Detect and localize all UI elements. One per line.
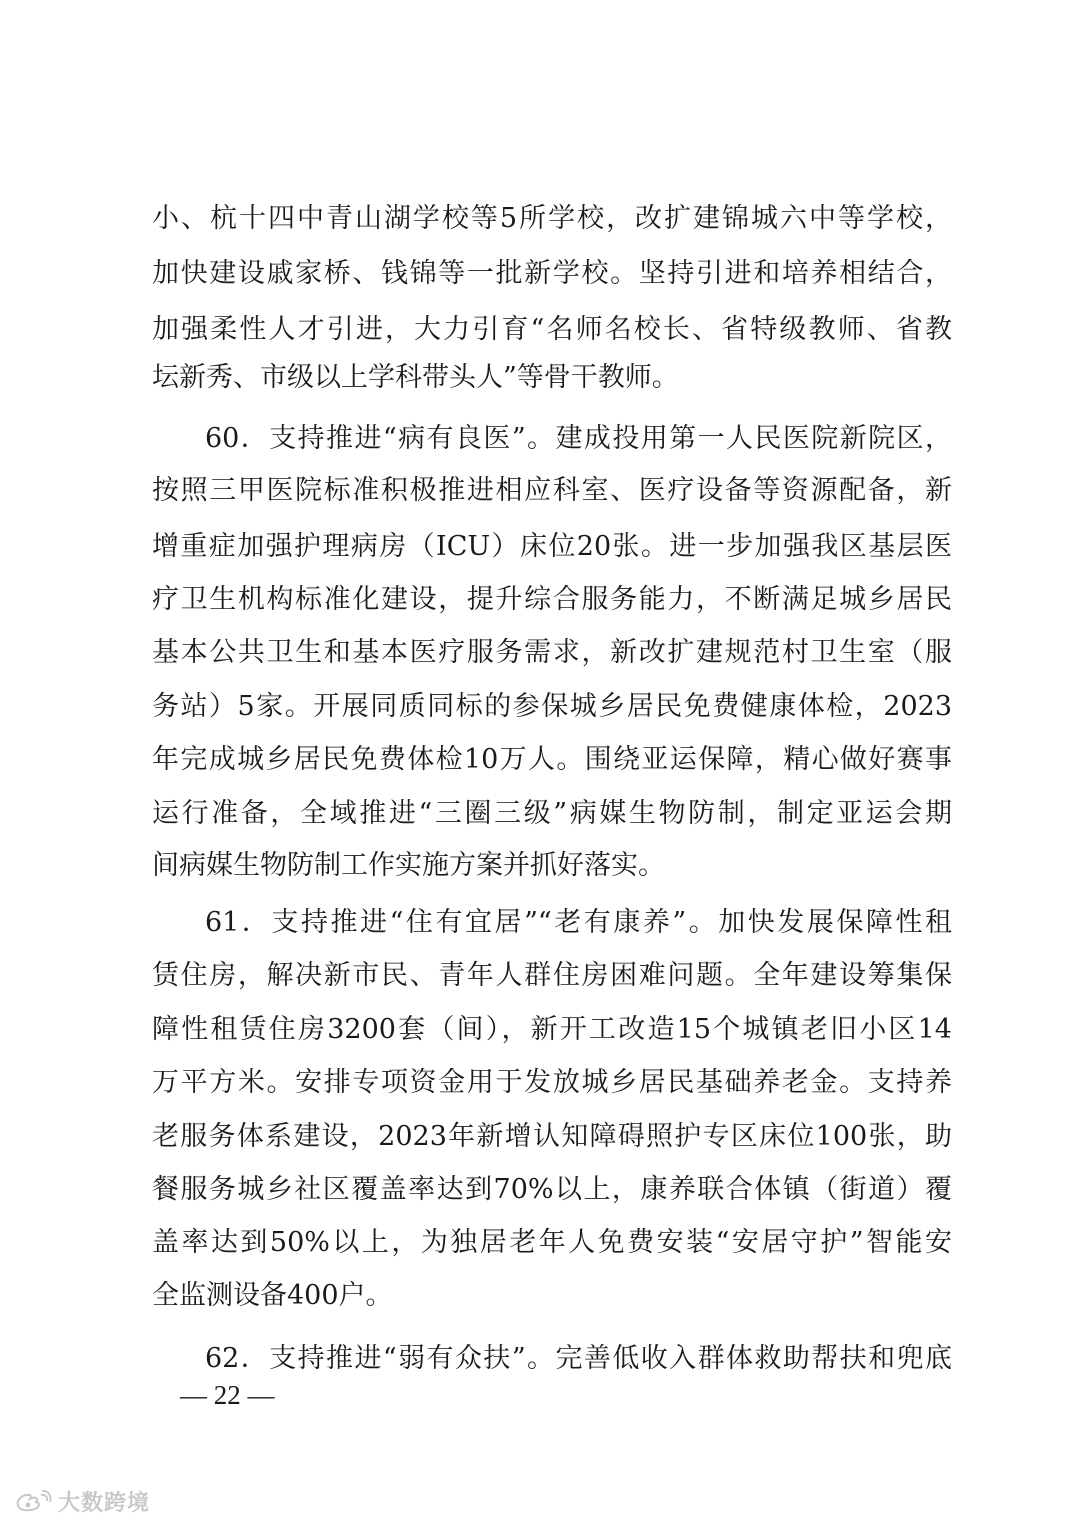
text-line-6: 按照三甲医院标准积极推进相应科室、医疗设备等资源配备，新 <box>152 475 952 506</box>
text-line-1: 小、杭十四中青山湖学校等5所学校，改扩建锦城六中等学校， <box>152 203 952 234</box>
text-line-18: 老服务体系建设，2023年新增认知障碍照护专区床位100张，助 <box>152 1121 952 1152</box>
paragraph-60-start: 60．支持推进“病有良医”。建成投用第一人民医院新院区， <box>205 423 952 454</box>
text-line-9: 基本公共卫生和基本医疗服务需求，新改扩建规范村卫生室（服 <box>152 637 952 668</box>
text-line-19: 餐服务城乡社区覆盖率达到70%以上，康养联合体镇（街道）覆 <box>152 1174 952 1205</box>
text-line-16: 障性租赁住房3200套（间），新开工改造15个城镇老旧小区14 <box>152 1014 952 1045</box>
page-number: — 22 — <box>180 1380 275 1410</box>
watermark <box>14 1484 150 1518</box>
weibo-logo-icon <box>14 1490 52 1512</box>
text-line-12: 运行准备，全域推进“三圈三级”病媒生物防制，制定亚运会期 <box>152 798 952 829</box>
text-line-8: 疗卫生机构标准化建设，提升综合服务能力，不断满足城乡居民 <box>152 584 952 615</box>
text-line-21: 全监测设备400户。 <box>152 1280 393 1311</box>
text-line-2: 加快建设戚家桥、钱锦等一批新学校。坚持引进和培养相结合， <box>152 258 952 289</box>
text-line-20: 盖率达到50%以上，为独居老年人免费安装“安居守护”智能安 <box>152 1227 952 1258</box>
text-line-10: 务站）5家。开展同质同标的参保城乡居民免费健康体检，2023 <box>152 691 952 722</box>
text-line-13: 间病媒生物防制工作实施方案并抓好落实。 <box>152 850 665 881</box>
text-line-3: 加强柔性人才引进，大力引育“名师名校长、省特级教师、省教 <box>152 314 952 345</box>
text-line-7: 增重症加强护理病房（ICU）床位20张。进一步加强我区基层医 <box>152 531 952 562</box>
paragraph-61-start: 61．支持推进“住有宜居”“老有康养”。加快发展保障性租 <box>205 907 952 938</box>
paragraph-62-start: 62．支持推进“弱有众扶”。完善低收入群体救助帮扶和兜底 <box>205 1343 952 1374</box>
text-line-11: 年完成城乡居民免费体检10万人。围绕亚运保障，精心做好赛事 <box>152 744 952 775</box>
text-line-17: 万平方米。安排专项资金用于发放城乡居民基础养老金。支持养 <box>152 1067 952 1098</box>
text-line-4: 坛新秀、市级以上学科带头人”等骨干教师。 <box>152 362 679 393</box>
watermark-text: 大数跨境 <box>58 1490 151 1516</box>
text-line-15: 赁住房，解决新市民、青年人群住房困难问题。全年建设筹集保 <box>152 960 952 991</box>
